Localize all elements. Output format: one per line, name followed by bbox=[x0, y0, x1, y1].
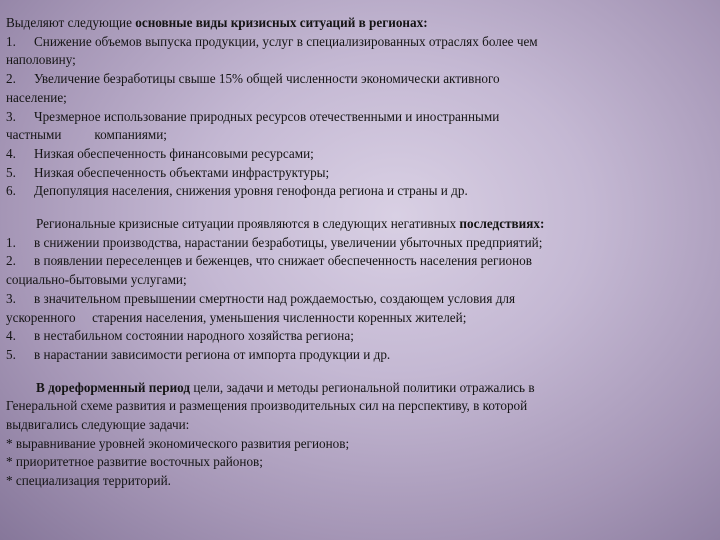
pre-reform-section bbox=[6, 379, 712, 491]
list-item: 6. Депопуляция населения, снижения уровня генофонда региона и страны и др. bbox=[6, 183, 468, 199]
bullet-item: * приоритетное развитие восточных районов; bbox=[6, 454, 263, 470]
list-item: 5. в нарастании зависимости региона от импорта продукции и др. bbox=[6, 346, 391, 362]
bullet-item: * выравнивание уровней экономического развития регионов; bbox=[6, 435, 350, 451]
list-item: 1. в снижении производства, нарастании безработицы, увеличении убыточных предприятий; bbox=[6, 234, 543, 250]
consequences-section bbox=[6, 215, 712, 365]
list-item: 2. в появлении переселенцев и беженцев, что снижает обеспеченность населения регионов bbox=[6, 253, 532, 269]
text-line: выдвигались следующие задачи: bbox=[6, 417, 190, 433]
list-item: 1. Снижение объемов выпуска продукции, услуг в специализированных отраслях более чем bbox=[6, 33, 538, 49]
list-item-continuation: частными компаниями; bbox=[6, 127, 167, 143]
list-item-continuation: ускоренного старения населения, уменьшения численности коренных жителей; bbox=[6, 309, 467, 325]
crisis-types-intro: Выделяют следующие основные виды кризисных ситуаций в регионах: bbox=[6, 15, 428, 30]
list-item-continuation: социально-бытовыми услугами; bbox=[6, 272, 187, 288]
list-item: 2. Увеличение безработицы свыше 15% общей численности экономически активного bbox=[6, 71, 500, 87]
pre-reform-intro: В дореформенный период цели, задачи и методы региональной политики отражались в bbox=[36, 379, 535, 395]
list-item: 5. Низкая обеспеченность объектами инфраструктуры; bbox=[6, 164, 330, 180]
consequences-heading: последствиях: bbox=[459, 216, 545, 232]
crisis-types-section bbox=[6, 14, 712, 201]
bullet-item: * специализация территорий. bbox=[6, 473, 171, 489]
list-item: 3. в значительном превышении смертности над рождаемостью, создающем условия для bbox=[6, 290, 516, 306]
pre-reform-heading: В дореформенный период bbox=[36, 379, 191, 395]
text-line: Генеральной схеме развития и размещения производительных сил на перспективу, в которой bbox=[6, 398, 528, 414]
list-item-continuation: население; bbox=[6, 89, 67, 105]
consequences-intro: Региональные кризисные ситуации проявляются в следующих негативных последствиях: bbox=[36, 216, 545, 232]
list-item: 4. Низкая обеспеченность финансовыми ресурсами; bbox=[6, 145, 314, 161]
list-item: 4. в нестабильном состоянии народного хозяйства региона; bbox=[6, 328, 354, 344]
list-item: 3. Чрезмерное использование природных ресурсов отечественными и иностранными bbox=[6, 108, 500, 124]
list-item-continuation: наполовину; bbox=[6, 52, 76, 68]
crisis-types-heading: основные виды кризисных ситуаций в регионах: bbox=[135, 15, 428, 30]
